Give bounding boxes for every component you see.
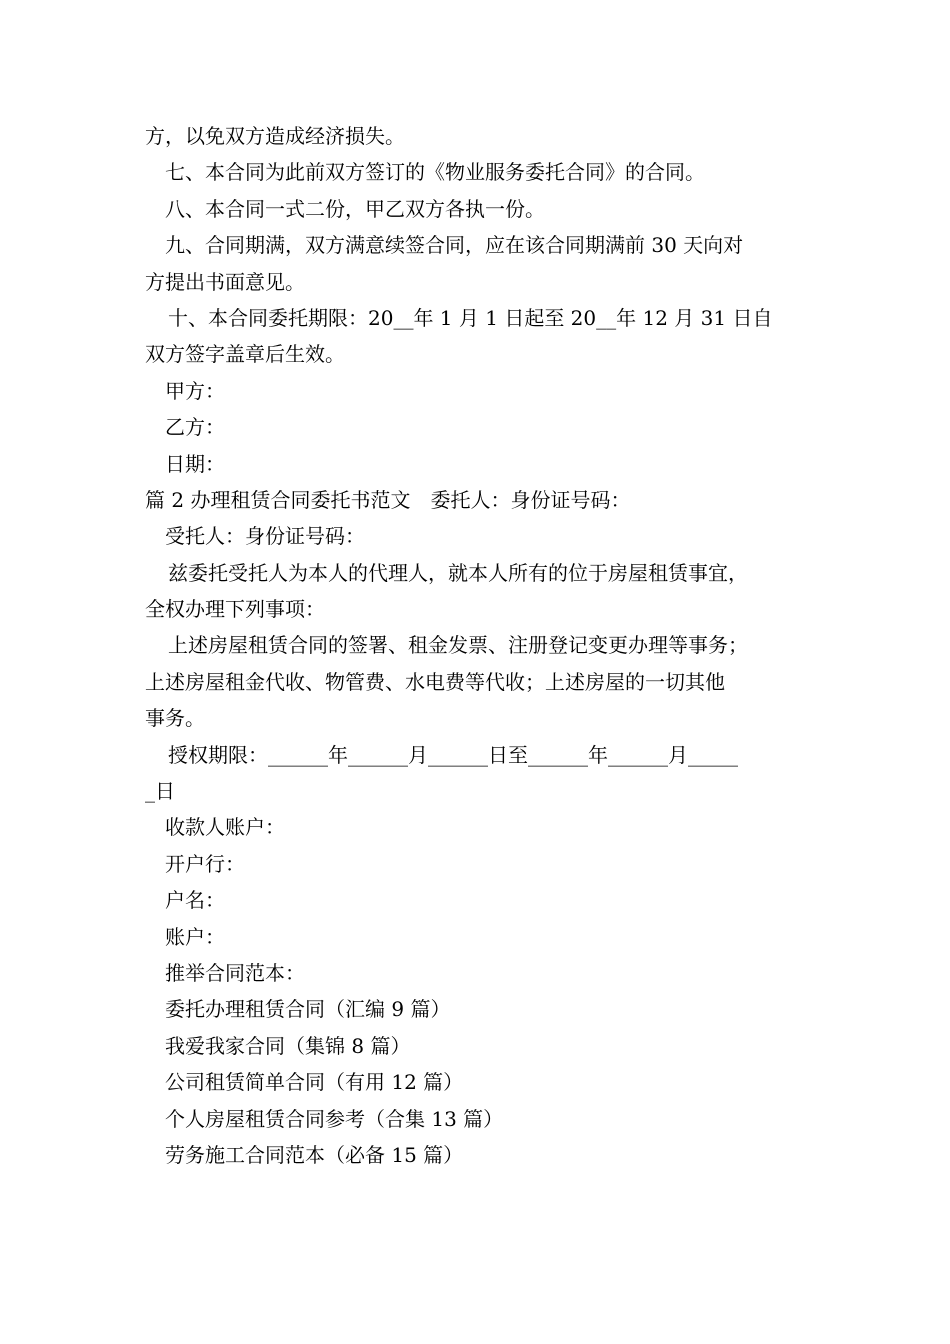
clause-nine-continuation: 方提出书面意见。 (145, 269, 305, 294)
recommended-link[interactable]: 劳务施工合同范本（必备 15 篇） (165, 1142, 464, 1167)
trustee-line: 受托人：身份证号码： (165, 524, 365, 549)
clause-ten: 十、本合同委托期限：20__年 1 月 1 日起至 20__年 12 月 31 日自 (168, 305, 773, 330)
matters-continuation: 上述房屋租金代收、物管费、水电费等代收；上述房屋的一切其他 (145, 669, 725, 694)
paragraph-line-continuation: 方，以免双方造成经济损失。 (145, 124, 405, 148)
matters-paragraph: 上述房屋租赁合同的签署、租金发票、注册登记变更办理等事务； (168, 633, 748, 658)
document-body (145, 118, 825, 1173)
authorization-period: 授权期限：______年______月______日至______年______月_____ (168, 742, 738, 767)
clause-seven: 七、本合同为此前双方签订的《物业服务委托合同》的合同。 (165, 160, 705, 185)
recommended-link[interactable]: 委托办理租赁合同（汇编 9 篇） (165, 997, 451, 1022)
recommended-templates-heading: 推举合同范本： (165, 960, 305, 985)
clause-nine: 九、合同期满，双方满意续签合同，应在该合同期满前 30 天向对 (165, 233, 744, 258)
authorization-period-continuation: _日 (145, 779, 175, 804)
recommended-link[interactable]: 个人房屋租赁合同参考（合集 13 篇） (165, 1106, 504, 1131)
clause-eight: 八、本合同一式二份，甲乙双方各执一份。 (165, 196, 545, 221)
bank-label: 开户行： (165, 851, 245, 876)
account-number-label: 账户： (165, 924, 225, 949)
recommended-link[interactable]: 我爱我家合同（集锦 8 篇） (165, 1033, 411, 1058)
recommended-link[interactable]: 公司租赁简单合同（有用 12 篇） (165, 1070, 464, 1095)
authorization-paragraph: 兹委托受托人为本人的代理人，就本人所有的位于房屋租赁事宜， (168, 560, 748, 585)
party-a-label: 甲方： (165, 378, 225, 403)
payee-account-label: 收款人账户： (165, 815, 285, 840)
date-label: 日期： (165, 451, 225, 476)
account-name-label: 户名： (165, 888, 225, 913)
party-b-label: 乙方： (165, 415, 225, 440)
matters-continuation-end: 事务。 (145, 706, 205, 731)
authorization-continuation: 全权办理下列事项： (145, 597, 325, 622)
section-two-heading: 篇 2 办理租赁合同委托书范文 委托人：身份证号码： (145, 487, 631, 512)
clause-ten-continuation: 双方签字盖章后生效。 (145, 342, 345, 367)
